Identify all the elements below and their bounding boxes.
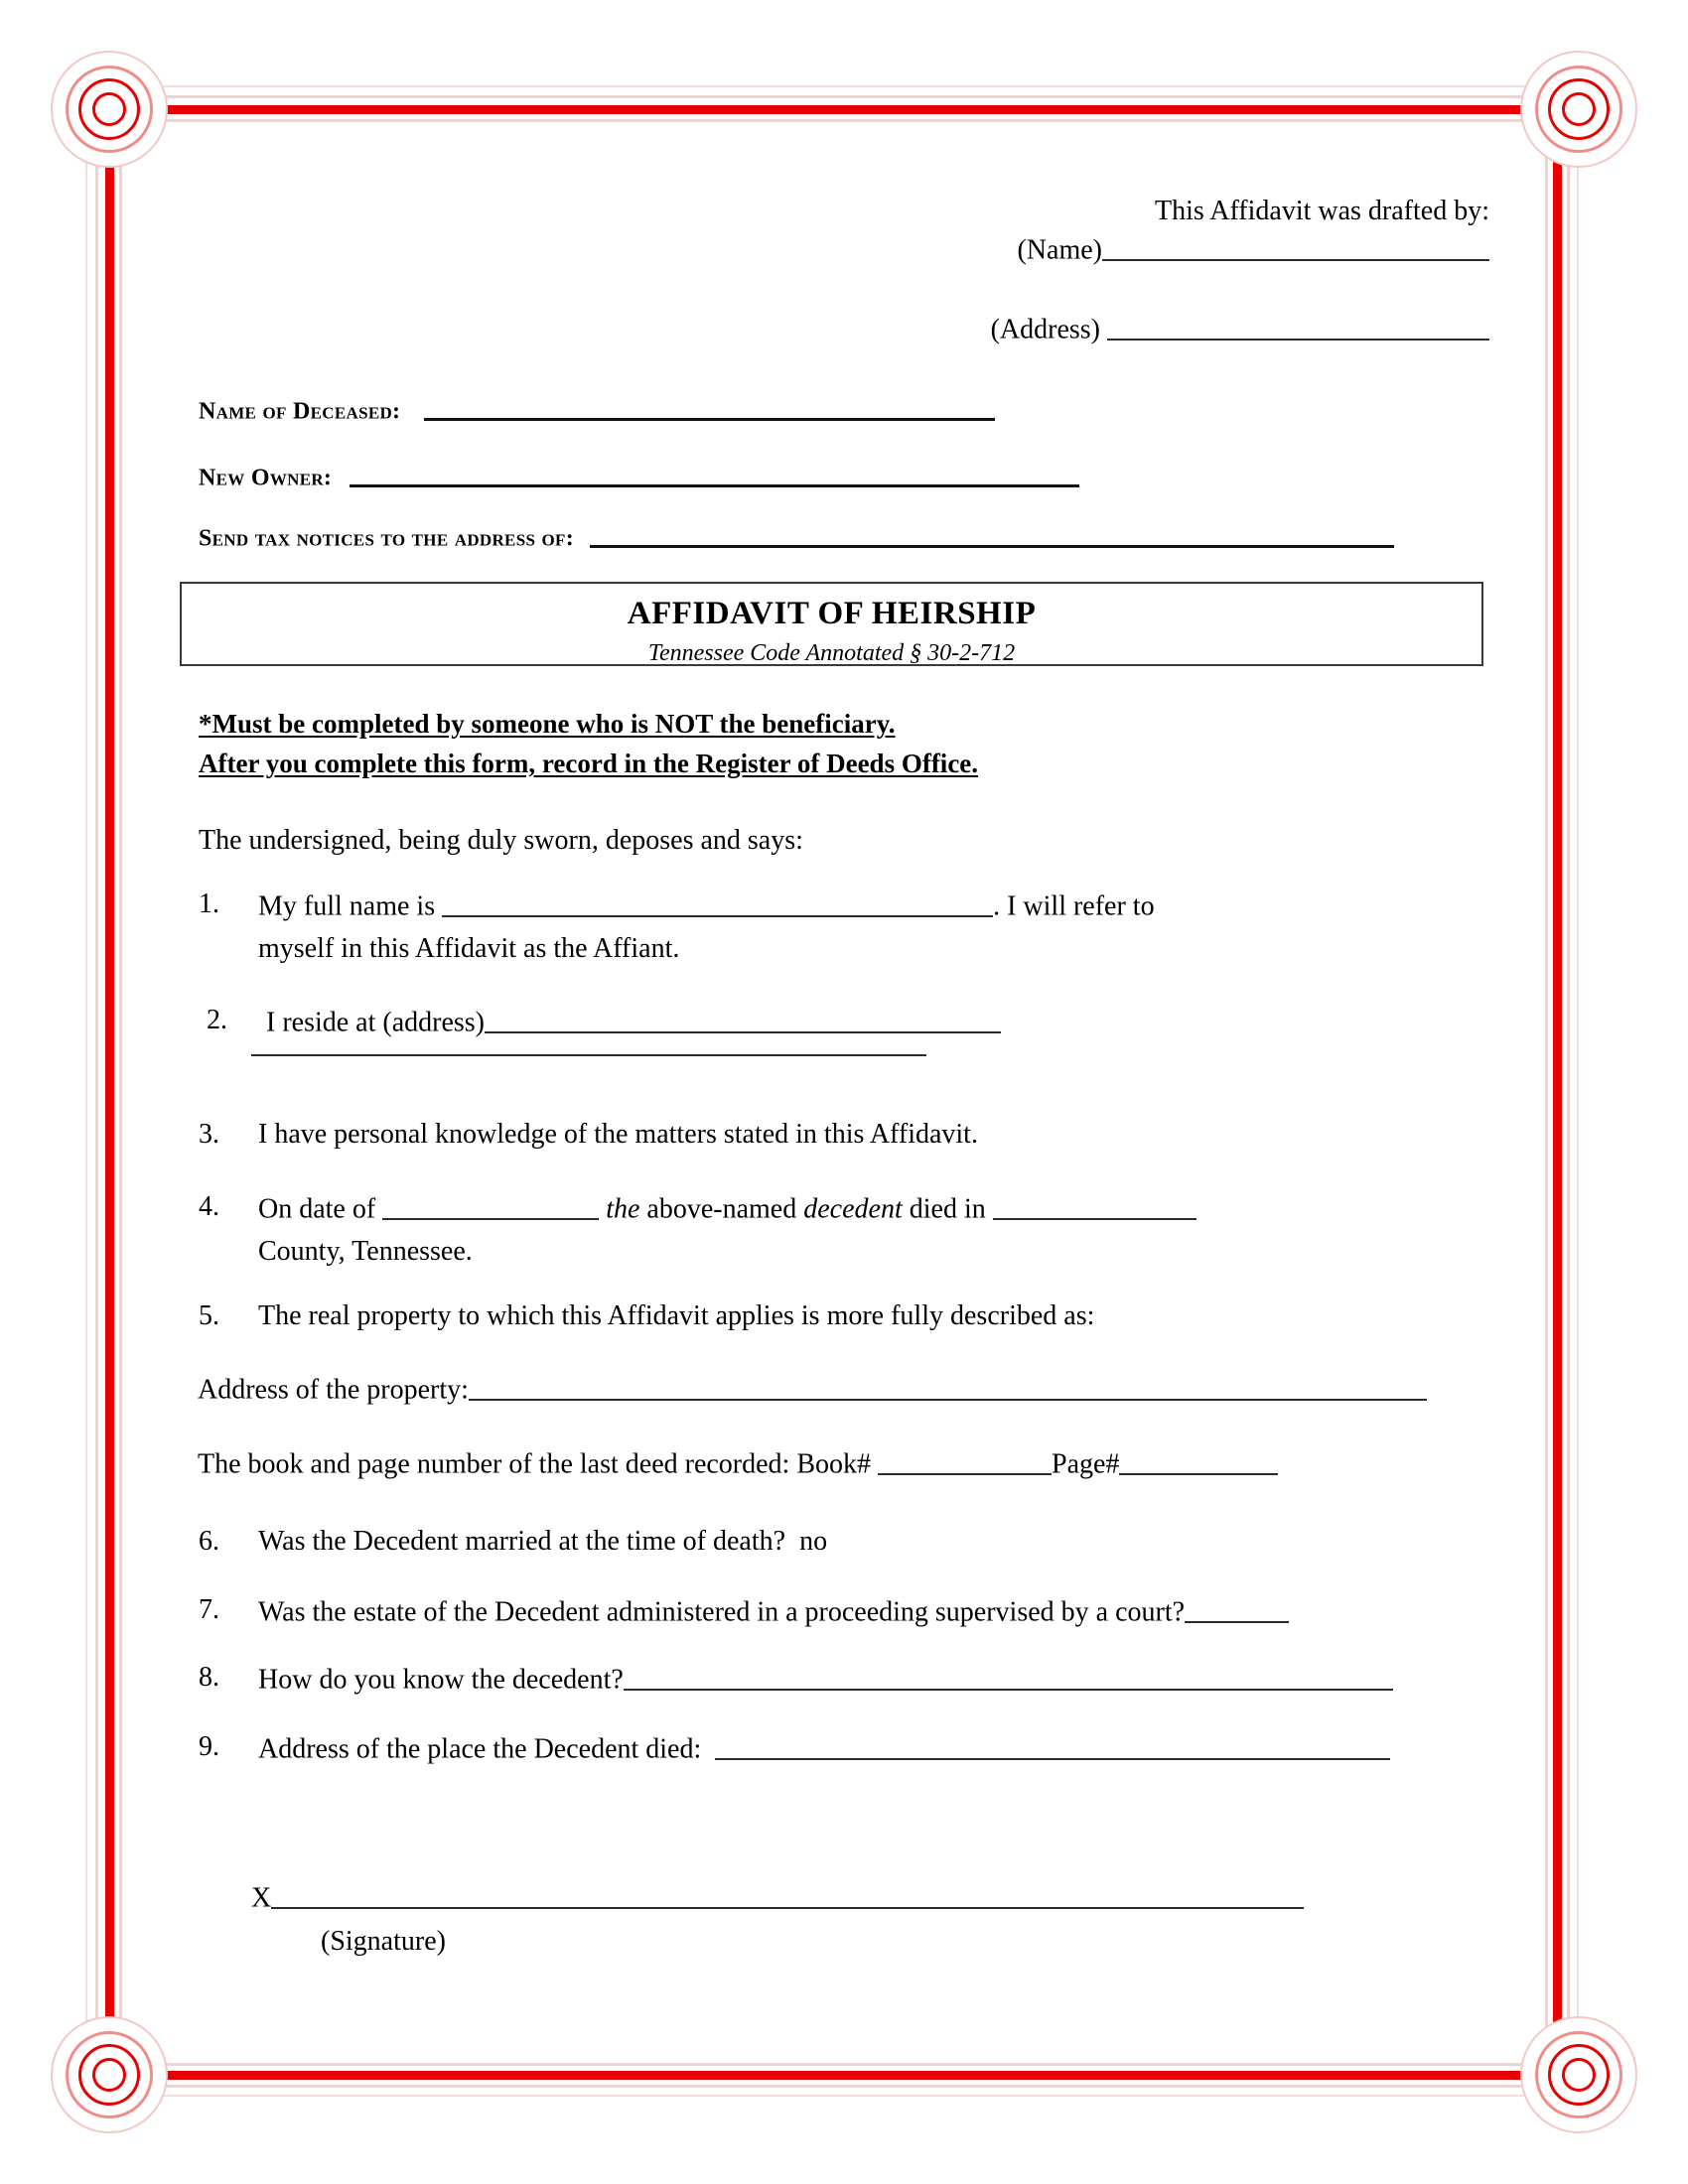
court-supervised-blank[interactable] — [1185, 1592, 1289, 1623]
how-know-decedent-blank[interactable] — [624, 1660, 1393, 1691]
list-item-4 — [199, 1189, 1509, 1270]
list-item-3 — [199, 1117, 1489, 1153]
list-item-1-text-before: My full name is — [258, 890, 436, 922]
book-page-row — [198, 1444, 1278, 1482]
list-item-1-body — [258, 887, 1489, 967]
page-title: AFFIDAVIT OF HEIRSHIP — [627, 596, 1037, 631]
new-owner-blank[interactable] — [350, 457, 1079, 487]
intro-sentence: The undersigned, being duly sworn, deposes and says: — [199, 825, 803, 856]
drafted-by-address-blank[interactable] — [1107, 310, 1489, 341]
list-item-9-body — [258, 1729, 1519, 1767]
list-item-1 — [199, 887, 1489, 967]
list-item-2 — [207, 1003, 1497, 1040]
list-item-4-part5: died in — [909, 1193, 986, 1225]
list-item-5 — [199, 1298, 1489, 1334]
property-address-row — [198, 1370, 1427, 1408]
list-item-8-number: 8. — [199, 1662, 219, 1693]
list-item-3-text: I have personal knowledge of the matters stated in this Affidavit. — [258, 1119, 978, 1150]
list-item-9-number: 9. — [199, 1731, 219, 1762]
drafted-by-address-row — [596, 310, 1489, 347]
list-item-7-text: Was the estate of the Decedent administered in a proceeding supervised by a court? — [258, 1596, 1186, 1628]
signature-x-mark: X — [251, 1882, 272, 1914]
list-item-4-line2: County, Tennessee. — [258, 1236, 473, 1268]
list-item-4-number: 4. — [199, 1191, 219, 1222]
list-item-7-number: 7. — [199, 1594, 219, 1625]
drafted-by-address-label: (Address) — [990, 314, 1100, 345]
new-owner-row — [199, 457, 1079, 493]
page-number-blank[interactable] — [1119, 1444, 1278, 1475]
send-tax-notices-blank[interactable] — [590, 517, 1394, 548]
county-blank[interactable] — [993, 1189, 1196, 1220]
name-of-deceased-blank[interactable] — [424, 390, 995, 421]
drafted-by-name-blank[interactable] — [1102, 230, 1489, 261]
place-of-death-address-blank[interactable] — [715, 1729, 1390, 1760]
drafted-by-heading: This Affidavit was drafted by: — [1155, 196, 1489, 226]
send-tax-notices-row — [199, 517, 1394, 554]
list-item-6-text: Was the Decedent married at the time of death? — [258, 1526, 786, 1557]
list-item-5-text: The real property to which this Affidavit applies is more fully described as: — [258, 1300, 1095, 1331]
list-item-4-part3: above-named — [646, 1193, 797, 1225]
list-item-1-line2: myself in this Affidavit as the Affiant. — [258, 933, 680, 965]
list-item-2-text: I reside at (address) — [266, 1007, 486, 1038]
name-of-deceased-label: Name of Deceased: — [199, 398, 401, 425]
list-item-7-body — [258, 1592, 1519, 1630]
list-item-3-number: 3. — [199, 1119, 219, 1150]
list-item-8 — [199, 1660, 1519, 1698]
list-item-9 — [199, 1729, 1519, 1767]
send-tax-notices-label: Send tax notices to the address of: — [199, 525, 575, 552]
date-of-death-blank[interactable] — [382, 1189, 599, 1220]
property-address-label: Address of the property: — [198, 1374, 469, 1406]
drafted-by-name-row — [596, 230, 1489, 268]
instruction-line-2: After you complete this form, record in the Register of Deeds Office. — [199, 749, 979, 778]
statute-citation: Tennessee Code Annotated § 30-2-712 — [647, 640, 1016, 667]
book-number-blank[interactable] — [878, 1444, 1052, 1475]
drafted-by-name-label: (Name) — [1017, 234, 1102, 266]
signature-line-row — [251, 1878, 1304, 1916]
name-of-deceased-row — [199, 390, 995, 427]
property-address-blank[interactable] — [469, 1370, 1427, 1401]
list-item-4-part1: On date of — [258, 1193, 376, 1225]
list-item-6-number: 6. — [199, 1526, 219, 1557]
list-item-6-body — [258, 1524, 1489, 1560]
residence-address-blank-line1[interactable] — [485, 1003, 1001, 1033]
married-at-death-answer[interactable]: no — [799, 1526, 828, 1557]
list-item-1-text-after: . I will refer to — [993, 890, 1155, 922]
list-item-7 — [199, 1592, 1519, 1630]
signature-caption: (Signature) — [321, 1926, 446, 1958]
signature-blank[interactable] — [271, 1878, 1304, 1909]
list-item-4-the: the — [606, 1193, 640, 1225]
list-item-5-number: 5. — [199, 1300, 219, 1331]
list-item-4-body — [258, 1189, 1509, 1270]
residence-address-blank-line2[interactable] — [251, 1054, 926, 1056]
book-number-label: The book and page number of the last deed recorded: Book# — [198, 1448, 872, 1480]
list-item-2-number: 2. — [207, 1005, 227, 1035]
page-number-label: Page# — [1052, 1448, 1120, 1480]
list-item-1-number: 1. — [199, 888, 219, 919]
list-item-9-text: Address of the place the Decedent died: — [258, 1733, 702, 1765]
list-item-8-body — [258, 1660, 1519, 1698]
instruction-line-1: *Must be completed by someone who is NOT the beneficiary. — [199, 709, 896, 739]
new-owner-label: New Owner: — [199, 465, 333, 491]
affidavit-title-box — [180, 582, 1483, 666]
list-item-2-body — [266, 1003, 1497, 1040]
full-name-blank[interactable] — [442, 887, 993, 917]
list-item-6 — [199, 1524, 1489, 1560]
list-item-8-text: How do you know the decedent? — [258, 1664, 624, 1696]
list-item-4-decedent: decedent — [803, 1193, 903, 1225]
signature-block — [251, 1878, 1304, 1960]
